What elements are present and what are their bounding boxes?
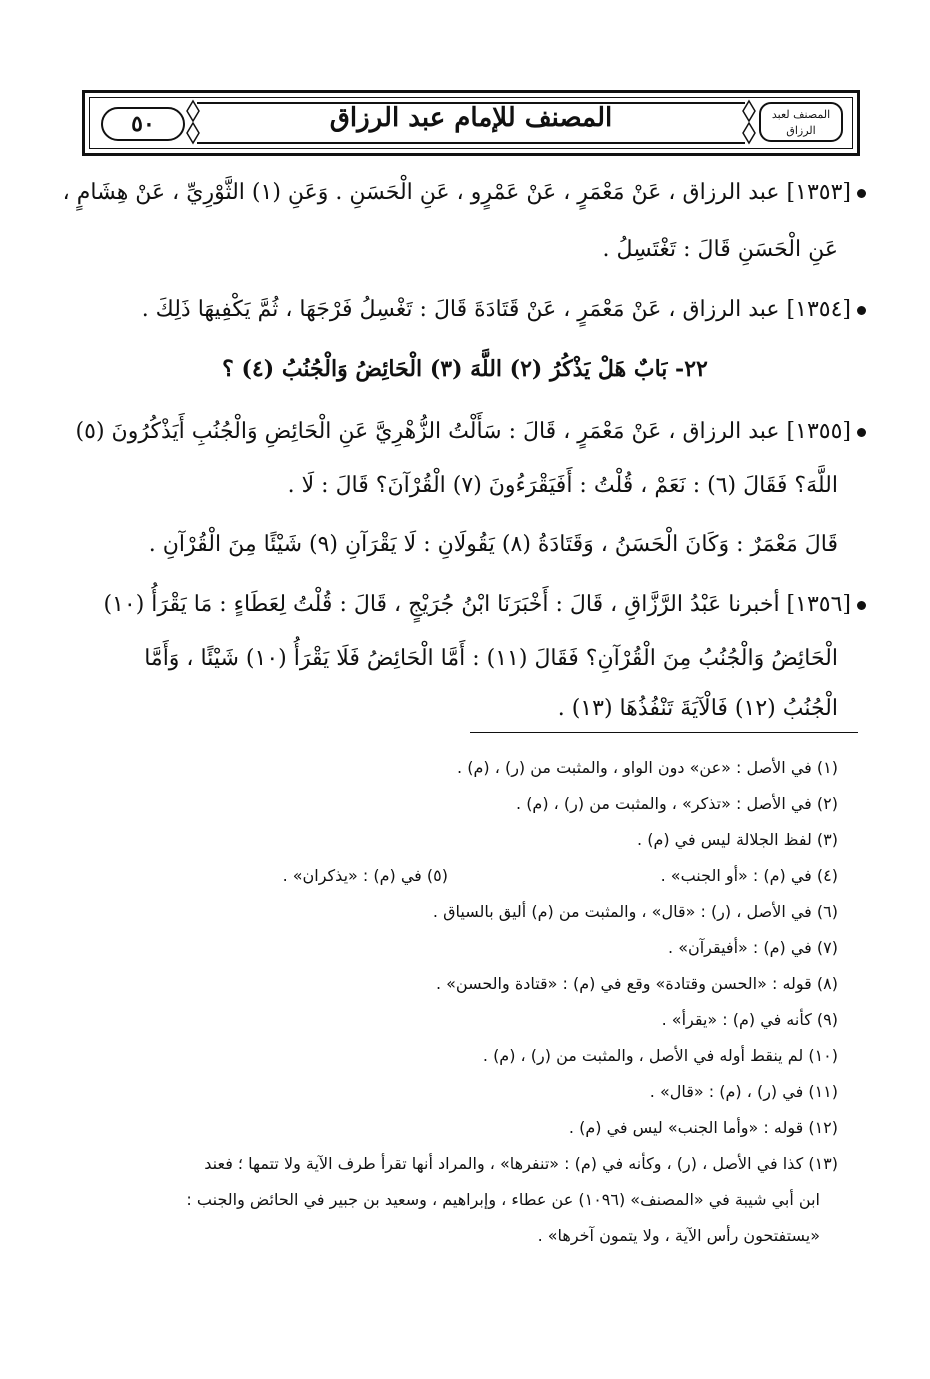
hadith-1355-line-1: [١٣٥٥] عبد الرزاق ، عَنْ مَعْمَرٍ ، قَالَ : سَأَلْتُ الزُّهْرِيَّ عَنِ الْحَائِضِ وَالْجُنُبِ أَيَذْكُرُونَ (٥) xyxy=(76,419,866,444)
hadith-1354-line-1: [١٣٥٤] عبد الرزاق ، عَنْ مَعْمَرٍ ، عَنْ قَتَادَةَ قَالَ : تَغْسِلُ فَرْجَهَا ، ثُمَّ يَكْفِيهَا ذَلِكَ . xyxy=(142,297,866,322)
footnote: (٦) في الأصل ، (ر) : «قال» ، والمثبت من (م) أليق بالسياق . xyxy=(432,902,838,921)
footnote: (١٢) قوله : «وأما الجنب» ليس في (م) . xyxy=(568,1118,838,1137)
hadith-1353-line-2: عَنِ الْحَسَنِ قَالَ : تَغْتَسِلُ . xyxy=(602,237,838,262)
footnote: (٥) في (م) : «يذكران» . xyxy=(282,866,448,885)
footnote: (١) في الأصل : «عن» دون الواو ، والمثبت من (ر) ، (م) . xyxy=(457,758,838,777)
footnote: (١٣) كذا في الأصل ، (ر) ، وكأنه في (م) : «تنفرها» ، والمراد أنها تقرأ طرف الآية ولا تتمها ؛ فعند xyxy=(204,1154,838,1173)
footnote: (٧) في (م) : «أفيقرآن» . xyxy=(668,938,838,957)
book-emblem: المصنف لعبد الرزاق xyxy=(759,102,843,142)
bullet-icon xyxy=(857,306,866,315)
bullet-icon xyxy=(857,189,866,198)
footnote: (١٠) لم ينقط أوله في الأصل ، والمثبت من (ر) ، (م) . xyxy=(482,1046,838,1065)
running-title: المصنف للإمام عبد الرزاق xyxy=(329,103,613,133)
hadith-1356-line-3: الْجُنُبُ (١٢) فَالْآيَةَ تَنْفُذُهَا (١٣) . xyxy=(557,696,838,721)
footnote-divider xyxy=(470,732,858,733)
footnote: (٢) في الأصل : «تذكر» ، والمثبت من (ر) ، (م) . xyxy=(516,794,838,813)
footnote: (١١) في (ر) ، (م) : «قال» . xyxy=(649,1082,838,1101)
footnote: (٣) لفظ الجلالة ليس في (م) . xyxy=(637,830,838,849)
hadith-1356-line-2: الْحَائِضُ وَالْجُنُبُ مِنَ الْقُرْآنِ؟ فَقَالَ (١١) : أَمَّا الْحَائِضُ فَلَا يَقْرَأُ (١٠) شَيْئًا ، وَأَمَّا xyxy=(144,646,838,671)
mamar-statement: قَالَ مَعْمَرٌ : وَكَانَ الْحَسَنُ ، وَقَتَادَةُ (٨) يَقُولَانِ : لَا يَقْرَآنِ (٩) شَيْئًا مِنَ الْقُرْآنِ . xyxy=(148,532,838,557)
bullet-icon xyxy=(857,601,866,610)
footnote: (٩) كأنه في (م) : «يقرأ» . xyxy=(661,1010,838,1029)
footnote: (٨) قوله : «الحسن وقتادة» وقع في (م) : «قتادة والحسن» . xyxy=(435,974,838,993)
hadith-1356-line-1: [١٣٥٦] أخبرنا عَبْدُ الرَّزَّاقِ ، قَالَ : أَخْبَرَنَا ابْنُ جُرَيْجٍ ، قَالَ : قُلْتُ لِعَطَاءٍ : مَا يَقْرَأُ (١٠) xyxy=(103,592,866,617)
chapter-title: ٢٢- بَابٌ هَلْ يَذْكُرُ (٢) اللَّهَ (٣) الْحَائِضُ وَالْجُنُبُ (٤) ؟ xyxy=(222,356,708,382)
hadith-1355-line-2: اللَّهَ؟ فَقَالَ (٦) : نَعَمْ ، قُلْتُ : أَفَيَقْرَءُونَ (٧) الْقُرْآنَ؟ قَالَ : لَا . xyxy=(287,473,838,498)
footnote-continuation: ابن أبي شيبة في «المصنف» (١٠٩٦) عن عطاء ، وإبراهيم ، وسعيد بن جبير في الحائض والجنب : xyxy=(186,1190,820,1209)
footnote-continuation: «يستفتحون رأس الآية ، ولا يتمون آخرها» . xyxy=(537,1226,820,1245)
bullet-icon xyxy=(857,428,866,437)
page-header xyxy=(82,90,860,156)
footnote: (٤) في (م) : «أو الجنب» . xyxy=(660,866,838,885)
page-number: ٥٠ xyxy=(101,107,185,141)
hadith-1353-line-1: [١٣٥٣] عبد الرزاق ، عَنْ مَعْمَرٍ ، عَنْ عَمْرٍو ، عَنِ الْحَسَنِ . وَعَنِ (١) الثَّوْرِيِّ ، عَنْ هِشَامٍ ، xyxy=(63,180,866,205)
